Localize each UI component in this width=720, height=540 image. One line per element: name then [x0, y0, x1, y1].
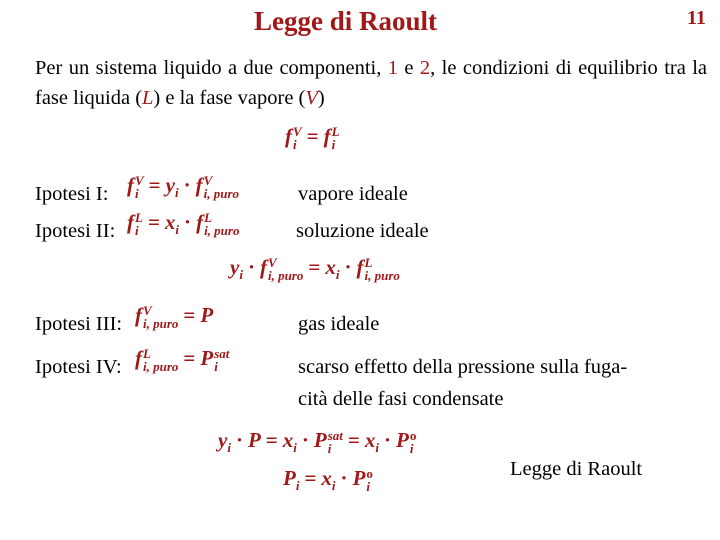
intro-paragraph — [35, 53, 707, 113]
component-1: 1 — [387, 57, 398, 79]
intro-text-3: ) e la fase vapore ( — [153, 87, 306, 109]
phase-vapor: V — [305, 87, 318, 109]
hypothesis-3-equation: f V i, puro = P — [135, 303, 214, 332]
intro-text-2: , le condizioni di equilibrio tra la fase liquida ( — [35, 57, 708, 109]
hypothesis-3-description: gas ideale — [298, 313, 380, 335]
combined-equation: $y_i \cdot f$ V i, puro = $x_i \cdot f$ L i, puro — [230, 255, 400, 284]
hypothesis-1-label: Ipotesi I: — [35, 183, 109, 205]
hypothesis-4-label: Ipotesi IV: — [35, 356, 122, 378]
hypothesis-4-description-line1: scarso effetto della pressione sulla fuga- — [298, 356, 628, 378]
hypothesis-2-description: soluzione ideale — [296, 220, 429, 242]
page-number: 11 — [687, 7, 706, 29]
hypothesis-3-label: Ipotesi III: — [35, 313, 123, 335]
hypothesis-4-description-line2: cità delle fasi condensate — [298, 388, 504, 410]
raoult-law-label: Legge di Raoult — [510, 458, 643, 480]
hypothesis-4-equation: f L i, puro = P sat i — [135, 346, 230, 375]
hypothesis-2-equation: f L i = $x_i \cdot f$ L i, puro — [127, 210, 240, 239]
page-title: Legge di Raoult — [254, 6, 438, 36]
intro-and: e — [398, 57, 420, 79]
intro-text-1: Per un sistema liquido a due componenti, — [35, 57, 388, 79]
equilibrium-equation: f V i = f L i — [285, 124, 340, 153]
component-2: 2 — [419, 57, 431, 79]
raoult-equation-2: $P_i = x_i \cdot P$ o i — [283, 466, 373, 495]
phase-liquid: L — [142, 87, 154, 109]
hypothesis-2-label: Ipotesi II: — [35, 220, 116, 242]
intro-text-4: ) — [317, 87, 325, 109]
hypothesis-1-description: vapore ideale — [298, 183, 408, 205]
raoult-equation-1: $y_i \cdot P = x_i \cdot P$ sat i = $x_i \cdot P$ o i — [218, 428, 417, 457]
hypothesis-1-equation: f V i = $y_i \cdot f$ V i, puro — [127, 173, 240, 202]
